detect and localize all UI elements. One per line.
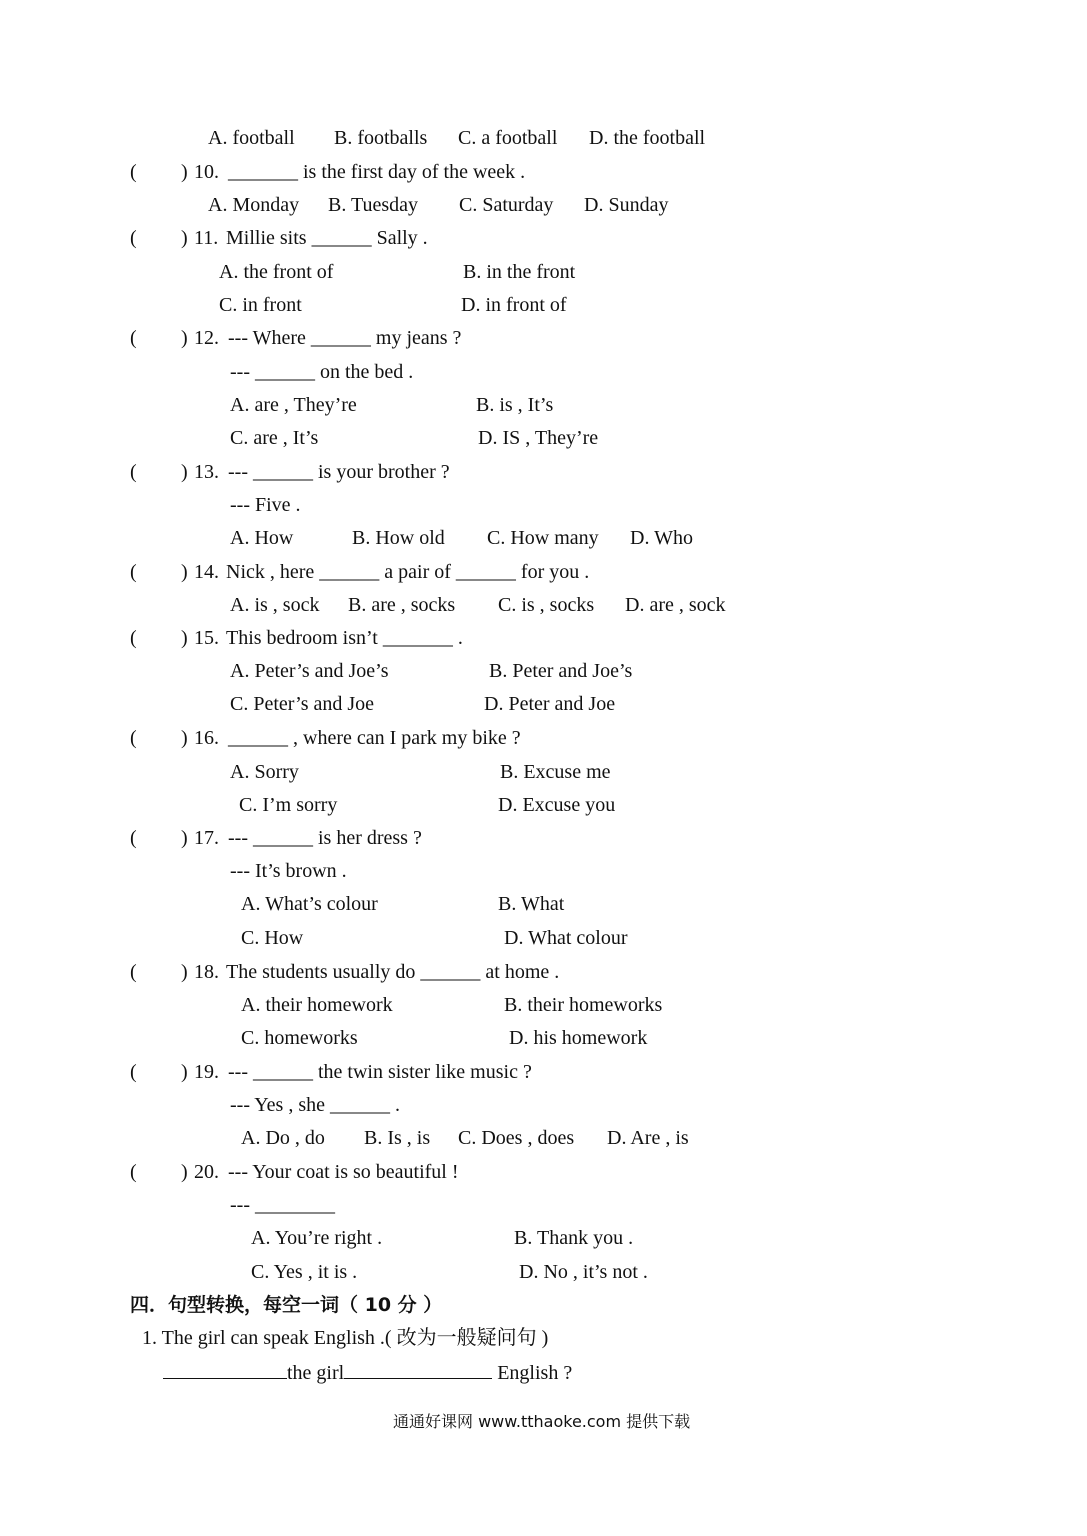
option-c: C. are , It’s <box>230 427 319 449</box>
question-number: 18. <box>194 961 219 983</box>
answer-paren-close: ) <box>181 961 188 983</box>
option-a: A. Monday <box>208 194 300 216</box>
answer-paren-open: ( <box>130 161 137 183</box>
question-stem-reply: --- ______ on the bed . <box>230 361 414 383</box>
option-d: D. What colour <box>504 927 628 949</box>
q9-option-d: D. the football <box>589 127 706 149</box>
question-stem: Millie sits ______ Sally . <box>226 227 428 249</box>
option-a: A. their homework <box>241 994 393 1016</box>
fill-text-mid: the girl <box>287 1362 345 1384</box>
question-number: 19. <box>194 1061 219 1083</box>
option-a: A. the front of <box>219 261 334 283</box>
option-a: A. You’re right . <box>251 1227 383 1249</box>
answer-paren-open: ( <box>130 461 137 483</box>
question-number: 15. <box>194 627 219 649</box>
option-d: D. are , sock <box>625 594 726 616</box>
question-number: 14. <box>194 561 219 583</box>
option-c: C. Peter’s and Joe <box>230 693 375 715</box>
option-d: D. his homework <box>509 1027 648 1049</box>
answer-paren-close: ) <box>181 727 188 749</box>
question-stem-reply: --- Five . <box>230 494 301 516</box>
option-c: C. homeworks <box>241 1027 358 1049</box>
question-number: 13. <box>194 461 219 483</box>
option-a: A. How <box>230 527 294 549</box>
option-a: A. are , They’re <box>230 394 357 416</box>
question-stem: --- Where ______ my jeans ? <box>228 327 462 349</box>
option-b: B. Peter and Joe’s <box>489 660 633 682</box>
answer-blank[interactable] <box>344 1360 492 1379</box>
answer-paren-close: ) <box>181 461 188 483</box>
question-stem: --- ______ is her dress ? <box>228 827 422 849</box>
option-d: D. Who <box>630 527 693 549</box>
answer-paren-open: ( <box>130 827 137 849</box>
answer-paren-close: ) <box>181 327 188 349</box>
section-4-heading: 四．句型转换，每空一词（ 10 分 ） <box>130 1294 443 1316</box>
option-c: C. How many <box>487 527 599 549</box>
answer-paren-open: ( <box>130 561 137 583</box>
question-stem: --- ______ the twin sister like music ? <box>228 1061 532 1083</box>
question-number: 20. <box>194 1161 219 1183</box>
question-stem-reply: --- It’s brown . <box>230 860 347 882</box>
section-4-item-1: 1. The girl can speak English .( 改为一般疑问句 ) <box>142 1327 549 1349</box>
option-c: C. I’m sorry <box>239 794 338 816</box>
option-d: D. Sunday <box>584 194 669 216</box>
q9-option-b: B. footballs <box>334 127 428 149</box>
section-4-item-1-fill <box>163 1360 572 1385</box>
answer-paren-open: ( <box>130 1161 137 1183</box>
option-c: C. Does , does <box>458 1127 575 1149</box>
q9-option-a: A. football <box>208 127 295 149</box>
answer-paren-close: ) <box>181 561 188 583</box>
question-stem: ______ , where can I park my bike ? <box>228 727 521 749</box>
question-stem-reply: --- Yes , she ______ . <box>230 1094 400 1116</box>
question-stem: This bedroom isn’t _______ . <box>226 627 463 649</box>
answer-paren-close: ) <box>181 1161 188 1183</box>
answer-paren-close: ) <box>181 627 188 649</box>
option-b: B. Thank you . <box>514 1227 634 1249</box>
option-a: A. is , sock <box>230 594 320 616</box>
answer-paren-close: ) <box>181 1061 188 1083</box>
option-b: B. Is , is <box>364 1127 431 1149</box>
question-stem: Nick , here ______ a pair of ______ for you . <box>226 561 590 583</box>
option-a: A. What’s colour <box>241 893 378 915</box>
question-number: 17. <box>194 827 219 849</box>
question-number: 12. <box>194 327 219 349</box>
option-b: B. Tuesday <box>328 194 419 216</box>
question-stem: --- ______ is your brother ? <box>228 461 450 483</box>
option-a: A. Peter’s and Joe’s <box>230 660 389 682</box>
question-stem-reply: --- ________ <box>230 1194 335 1216</box>
option-d: D. Peter and Joe <box>484 693 616 715</box>
answer-paren-open: ( <box>130 227 137 249</box>
option-c: C. in front <box>219 294 302 316</box>
answer-paren-close: ) <box>181 227 188 249</box>
question-stem: --- Your coat is so beautiful ! <box>228 1161 459 1183</box>
option-b: B. are , socks <box>348 594 456 616</box>
question-stem: The students usually do ______ at home . <box>226 961 560 983</box>
option-d: D. Are , is <box>607 1127 689 1149</box>
option-b: B. Excuse me <box>500 761 611 783</box>
question-stem: _______ is the first day of the week . <box>228 161 526 183</box>
answer-paren-open: ( <box>130 1061 137 1083</box>
q9-option-c: C. a football <box>458 127 558 149</box>
option-b: B. What <box>498 893 565 915</box>
option-c: C. Yes , it is . <box>251 1261 358 1283</box>
answer-paren-close: ) <box>181 161 188 183</box>
question-number: 16. <box>194 727 219 749</box>
option-d: D. in front of <box>461 294 567 316</box>
option-c: C. How <box>241 927 304 949</box>
option-d: D. No , it’s not . <box>519 1261 648 1283</box>
option-c: C. is , socks <box>498 594 595 616</box>
option-c: C. Saturday <box>459 194 554 216</box>
question-number: 11. <box>194 227 219 249</box>
answer-paren-close: ) <box>181 827 188 849</box>
answer-paren-open: ( <box>130 727 137 749</box>
option-b: B. in the front <box>463 261 576 283</box>
answer-paren-open: ( <box>130 627 137 649</box>
option-b: B. their homeworks <box>504 994 663 1016</box>
fill-text-end: English ? <box>492 1362 573 1384</box>
answer-paren-open: ( <box>130 961 137 983</box>
option-d: D. Excuse you <box>498 794 616 816</box>
page-footer: 通通好课网 www.tthaoke.com 提供下载 <box>393 1412 691 1431</box>
answer-paren-open: ( <box>130 327 137 349</box>
option-b: B. is , It’s <box>476 394 554 416</box>
answer-blank[interactable] <box>163 1360 287 1379</box>
option-d: D. IS , They’re <box>478 427 599 449</box>
option-a: A. Sorry <box>230 761 299 783</box>
question-number: 10. <box>194 161 219 183</box>
option-a: A. Do , do <box>241 1127 325 1149</box>
option-b: B. How old <box>352 527 445 549</box>
